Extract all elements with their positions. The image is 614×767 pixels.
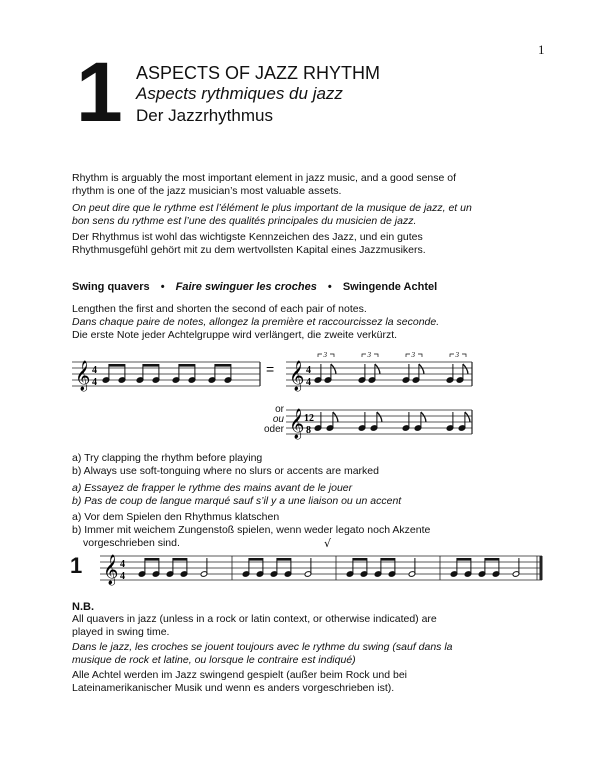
chapter-title-english: ASPECTS OF JAZZ RHYTHM	[136, 63, 381, 83]
nb-french-line-1: Dans le jazz, les croches se jouent toujours avec le rythme du swing (sauf dans la	[72, 641, 453, 653]
flag	[377, 412, 382, 422]
swing-instruction-english: Lengthen the first and shorten the second of each pair of notes.	[72, 303, 367, 315]
swing-instruction-german: Die erste Note jeder Achtelgruppe wird verlängert, die zweite verkürzt.	[72, 329, 398, 341]
beam	[173, 558, 187, 561]
triplet-number: 3	[411, 351, 415, 359]
triplet-bracket	[406, 351, 422, 359]
tip-german-b-continued: vorgeschrieben sind.	[83, 537, 180, 549]
nb-french-line-2: musique de rock et latine, ou lorsque le contraire est indiqué)	[72, 654, 356, 666]
time-signature-top: 4	[92, 365, 97, 376]
page-number: 1	[538, 42, 545, 57]
nb-german-line-2: Lateinamerikanischer Musik und wenn es anders vorgeschrieben ist).	[72, 682, 395, 694]
chapter-number: 1	[76, 45, 121, 139]
nb-english-line-1: All quavers in jazz (unless in a rock or latin context, or otherwise indicated) are	[72, 613, 437, 625]
beam	[457, 558, 471, 561]
time-signature-top: 4	[306, 365, 311, 376]
bullet-separator: •	[160, 281, 165, 293]
flag	[465, 412, 470, 422]
equals-sign	[262, 362, 282, 378]
triplet-bracket	[362, 351, 378, 359]
beam	[109, 364, 125, 367]
flag	[331, 364, 336, 374]
intro-french-line: On peut dire que le rythme est l’élément le plus important de la musique de jazz, et un	[72, 202, 472, 214]
beam	[145, 558, 159, 561]
svg-text:=: =	[266, 362, 275, 377]
or-label-french: ou	[272, 414, 284, 425]
triplet-number: 3	[367, 351, 371, 359]
swing-heading-english: Swing quavers	[72, 281, 150, 293]
beam	[143, 364, 159, 367]
beam	[179, 364, 195, 367]
treble-clef-icon: 𝄞	[289, 409, 305, 439]
beam	[249, 558, 263, 561]
time-signature-top: 12	[304, 413, 314, 424]
flag	[375, 364, 380, 374]
exercise-number: 1	[70, 553, 83, 578]
chapter-title-french: Aspects rythmiques du jazz	[136, 84, 343, 103]
beam	[353, 558, 367, 561]
exercise-staff	[98, 548, 546, 586]
nb-heading: N.B.	[72, 601, 94, 613]
time-signature-top: 4	[120, 559, 125, 570]
tip-french-b: b) Pas de coup de langue marqué sauf s’il y a une liaison ou un accent	[72, 495, 402, 507]
triplet-swing-group	[314, 351, 468, 383]
swing-heading-german: Swingende Achtel	[342, 281, 438, 293]
flag	[333, 412, 338, 422]
tip-german-b: b) Immer mit weichem Zungenstoß spielen, wenn weder legato noch Akzente	[72, 524, 431, 536]
triplet-bracket	[450, 351, 466, 359]
intro-german	[72, 231, 472, 257]
intro-english	[72, 172, 472, 198]
tip-english-b: b) Always use soft-tonguing where no slurs or accents are marked	[72, 465, 379, 477]
beam	[381, 558, 395, 561]
flag	[463, 364, 468, 374]
tip-french-a: a) Essayez de frapper le rythme des mains avant de le jouer	[72, 482, 353, 494]
staff-swing-triplets	[284, 348, 476, 394]
tip-english-a: a) Try clapping the rhythm before playing	[72, 452, 263, 464]
beam	[215, 364, 231, 367]
staff-straight-quavers	[70, 356, 265, 392]
triplet-bracket	[318, 351, 334, 359]
flag	[421, 412, 426, 422]
intro-english-line: rhythm is one of the jazz musician’s most valuable assets.	[72, 185, 342, 197]
chapter-title-german: Der Jazzrhythmus	[136, 106, 273, 125]
beam	[485, 558, 499, 561]
flag	[419, 364, 424, 374]
treble-clef-icon: 𝄞	[103, 555, 119, 585]
bullet-separator: •	[327, 281, 332, 293]
intro-french-line: bon sens du rythme est l’une des qualités principales du musicien de jazz.	[72, 215, 417, 227]
tip-german-a: a) Vor dem Spielen den Rhythmus klatschen	[72, 511, 280, 523]
swing-heading-french: Faire swinguer les croches	[175, 281, 317, 293]
triplet-number: 3	[323, 351, 327, 359]
treble-clef-icon: 𝄞	[75, 361, 91, 391]
swing-heading	[72, 281, 437, 293]
time-signature-bottom: 4	[306, 377, 311, 388]
or-label-english: or	[275, 404, 284, 415]
svg-text:√: √	[324, 537, 332, 550]
intro-german-line: Der Rhythmus ist wohl das wichtigste Kennzeichen des Jazz, und ein gutes	[72, 231, 423, 243]
nb-english-line-2: played in swing time.	[72, 626, 170, 638]
triplet-number: 3	[455, 351, 459, 359]
treble-clef-icon: 𝄞	[289, 361, 305, 391]
time-signature-bottom: 4	[120, 571, 125, 582]
time-signature-bottom: 8	[306, 425, 311, 436]
swing-instruction-french: Dans chaque paire de notes, allongez la première et raccourcissez la seconde.	[72, 316, 440, 328]
intro-german-line: Rhythmusgefühl gehört mit zu dem wertvollsten Kapital eines Jazzmusikers.	[72, 244, 426, 256]
breath-mark-icon	[322, 536, 336, 550]
time-signature-bottom: 4	[92, 377, 97, 388]
beam	[277, 558, 291, 561]
or-label-german: oder	[263, 424, 284, 435]
staff-twelve-eight	[284, 404, 476, 440]
nb-german-line-1: Alle Achtel werden im Jazz swingend gespielt (außer beim Rock und bei	[72, 669, 408, 681]
intro-english-line: Rhythm is arguably the most important element in jazz music, and a good sense of	[72, 172, 457, 184]
intro-french	[72, 202, 472, 228]
